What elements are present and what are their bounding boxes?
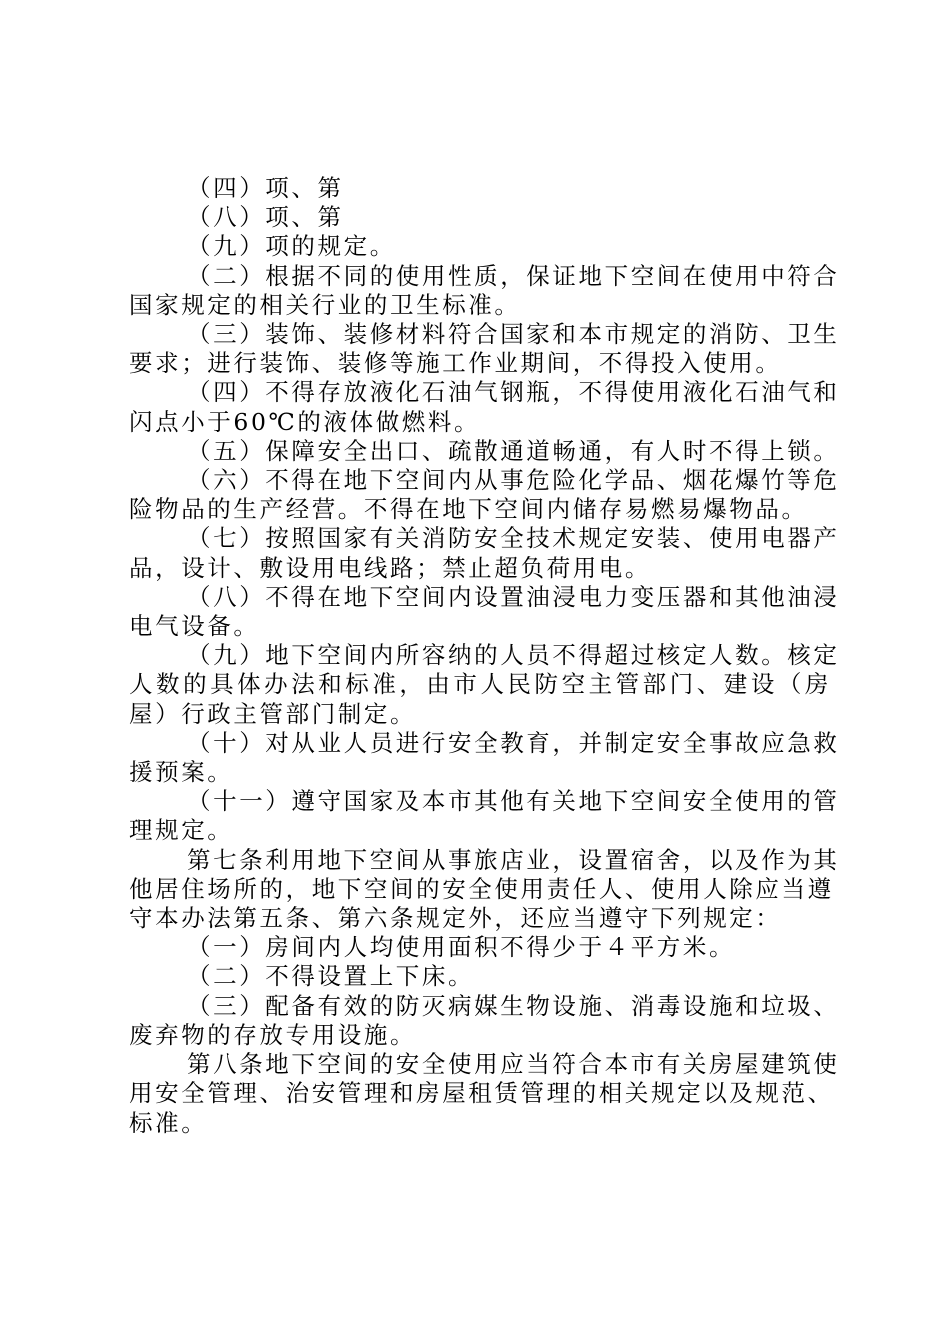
paragraph-line: 废弃物的存放专用设施。 — [129, 1020, 417, 1049]
paragraph-line: 屋）行政主管部门制定。 — [129, 699, 417, 728]
paragraph-line: 援预案。 — [129, 758, 234, 787]
paragraph-line: 险物品的生产经营。不得在地下空间内储存易燃易爆物品。 — [129, 495, 808, 524]
paragraph-line: 第七条利用地下空间从事旅店业，设置宿舍，以及作为其 — [187, 845, 840, 874]
paragraph — [129, 641, 840, 729]
paragraph — [129, 436, 840, 466]
paragraph-line: （五）保障安全出口、疏散通道畅通，有人时不得上锁。 — [187, 436, 840, 465]
paragraph-line: （九）项的规定。 — [187, 232, 396, 261]
paragraph-line: （七）按照国家有关消防安全技术规定安装、使用电器产 — [187, 524, 840, 553]
paragraph-line: 用安全管理、治安管理和房屋租赁管理的相关规定以及规范、 — [129, 1079, 834, 1108]
paragraph-line: 他居住场所的，地下空间的安全使用责任人、使用人除应当遵 — [129, 874, 834, 903]
paragraph-line: （八）不得在地下空间内设置油浸电力变压器和其他油浸 — [187, 582, 840, 611]
paragraph-line: 要求；进行装饰、装修等施工作业期间，不得投入使用。 — [129, 349, 782, 378]
paragraph-line: 人数的具体办法和标准，由市人民防空主管部门、建设（房 — [129, 670, 831, 699]
paragraph-line: （三）配备有效的防灭病媒生物设施、消毒设施和垃圾、 — [187, 991, 840, 1020]
document-body — [129, 174, 840, 1138]
paragraph-line: （二）不得设置上下床。 — [187, 962, 475, 991]
paragraph-line: 守本办法第五条、第六条规定外，还应当遵守下列规定： — [129, 904, 782, 933]
paragraph-line: 理规定。 — [129, 816, 234, 845]
paragraph-line: （三）装饰、装修材料符合国家和本市规定的消防、卫生 — [187, 320, 840, 349]
paragraph — [129, 320, 840, 378]
paragraph-line: （二）根据不同的使用性质，保证地下空间在使用中符合 — [187, 261, 840, 290]
paragraph — [129, 466, 840, 524]
paragraph-line: （十）对从业人员进行安全教育，并制定安全事故应急救 — [187, 728, 840, 757]
paragraph — [129, 991, 840, 1050]
paragraph-line: 品，设计、敷设用电线路；禁止超负荷用电。 — [129, 553, 651, 582]
paragraph-line: 电气设备。 — [129, 612, 260, 641]
paragraph — [129, 524, 840, 582]
paragraph-line: （四）不得存放液化石油气钢瓶，不得使用液化石油气和 — [187, 378, 840, 407]
paragraph — [129, 845, 840, 934]
paragraph-line: 闪点小于60℃的液体做燃料。 — [129, 407, 481, 436]
paragraph — [129, 1050, 840, 1138]
paragraph — [129, 261, 840, 320]
paragraph-line: （六）不得在地下空间内从事危险化学品、烟花爆竹等危 — [187, 466, 840, 495]
paragraph-line: 第八条地下空间的安全使用应当符合本市有关房屋建筑使 — [187, 1050, 840, 1079]
paragraph — [129, 787, 840, 845]
paragraph-line: 标准。 — [129, 1108, 208, 1137]
paragraph — [129, 582, 840, 641]
paragraph — [129, 728, 840, 787]
paragraph-line: （九）地下空间内所容纳的人员不得超过核定人数。核定 — [187, 641, 840, 670]
paragraph-line: （十一）遵守国家及本市其他有关地下空间安全使用的管 — [187, 787, 840, 816]
paragraph — [129, 203, 831, 232]
paragraph — [129, 174, 831, 203]
paragraph-line: （一）房间内人均使用面积不得少于４平方米。 — [187, 933, 736, 962]
paragraph-line: （四）项、第 — [187, 174, 344, 202]
paragraph-line: 国家规定的相关行业的卫生标准。 — [129, 290, 521, 319]
paragraph — [129, 232, 831, 261]
paragraph — [129, 378, 840, 436]
paragraph-line: （八）项、第 — [187, 203, 344, 232]
paragraph — [129, 962, 831, 991]
paragraph — [129, 933, 831, 962]
